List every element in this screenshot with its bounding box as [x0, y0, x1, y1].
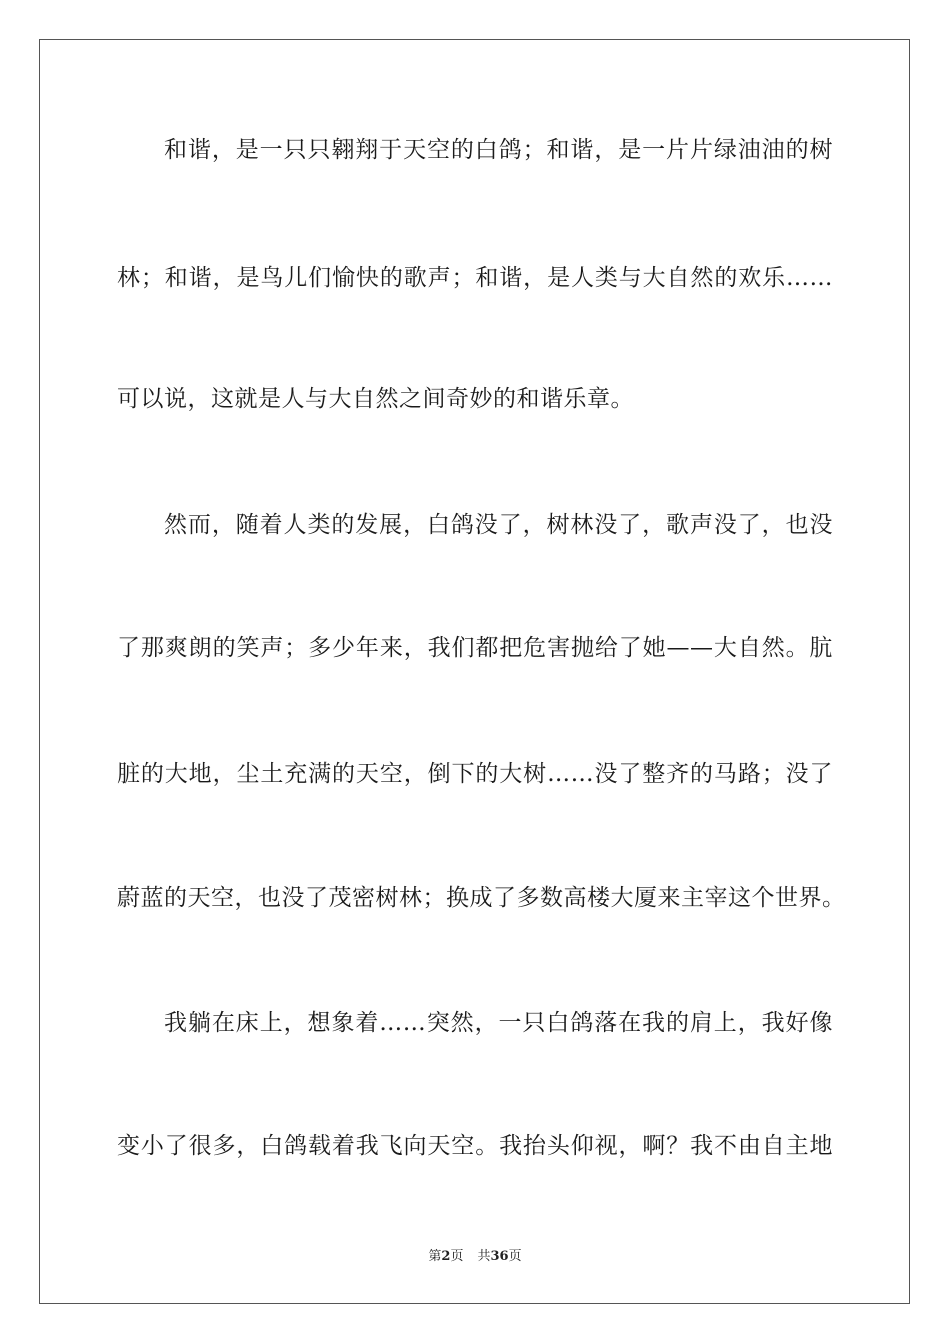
page-prefix: 第 [428, 1249, 442, 1264]
paragraph-1-line-2: 林；和谐，是鸟儿们愉快的歌声；和谐，是人类与大自然的欢乐…… [117, 265, 833, 291]
page-number: 2 [441, 1249, 451, 1264]
total-prefix: 共 [477, 1249, 491, 1264]
paragraph-2-line-4: 蔚蓝的天空，也没了茂密树林；换成了多数高楼大厦来主宰这个世界。 [117, 885, 846, 911]
paragraph-1-line-3: 可以说，这就是人与大自然之间奇妙的和谐乐章。 [117, 386, 634, 412]
paragraph-2-line-3: 脏的大地，尘土充满的天空，倒下的大树……没了整齐的马路；没了 [117, 761, 833, 787]
paragraph-2-line-2: 了那爽朗的笑声；多少年来，我们都把危害抛给了她——大自然。肮 [117, 635, 833, 661]
page-border [39, 39, 910, 1304]
page-footer [0, 1248, 950, 1266]
paragraph-3-line-2: 变小了很多，白鸽载着我飞向天空。我抬头仰视，啊？我不由自主地 [117, 1133, 833, 1159]
paragraph-2-line-1: 然而，随着人类的发展，白鸽没了，树林没了，歌声没了，也没 [164, 512, 833, 538]
page-suffix: 页 [450, 1249, 464, 1264]
paragraph-1-line-1: 和谐，是一只只翱翔于天空的白鸽；和谐，是一片片绿油油的树 [164, 137, 833, 163]
total-pages: 36 [490, 1249, 509, 1264]
total-suffix: 页 [508, 1249, 522, 1264]
paragraph-3-line-1: 我躺在床上，想象着……突然，一只白鸽落在我的肩上，我好像 [164, 1010, 833, 1036]
